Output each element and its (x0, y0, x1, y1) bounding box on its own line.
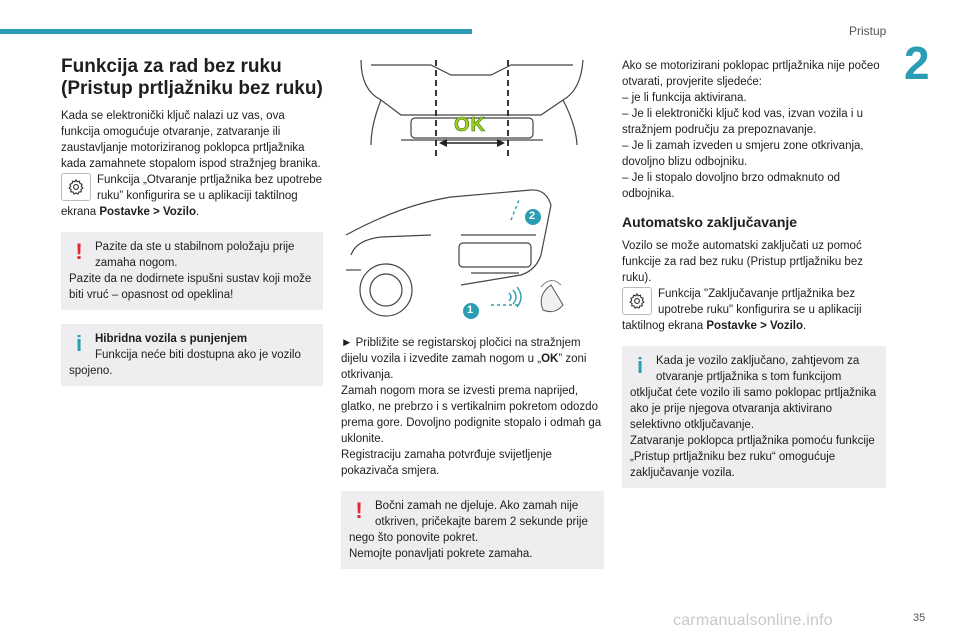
figure-rear-view (341, 40, 604, 165)
warning-icon: ! (355, 498, 363, 523)
settings-note-text: Funkcija „Otvaranje prtljažnika bez upotrebe ruku” konfigurira se u aplikaciji taktilnog ekrana (61, 174, 323, 218)
info2-line-2: Zatvaranje poklopca prtljažnika pomoću funkcije „Pristup prtljažniku bez ruku“ omogućuje zaključavanje vozila. (630, 435, 875, 479)
intro-paragraph: Kada se elektronički ključ nalazi uz vas, ova funkcija omogućuje otvaranje, zatvaranje ili zaustavljanje motoriziranog poklopca prtljažnika kada zamahnete stopalom ispod stražnjeg branika. (61, 110, 321, 170)
warning-box-2 (341, 491, 604, 569)
column-2 (341, 40, 604, 579)
auto-lock-heading: Automatsko zaključavanje (622, 214, 798, 230)
auto-lock-paragraph: Vozilo se može automatski zaključati uz pomoć funkcije za rad bez ruku (Pristup prtljažniku bez ruku). (622, 240, 863, 284)
figure-side-view (341, 175, 604, 325)
settings-note-2: Funkcija "Zaključavanje prtljažnika bez upotrebe ruku" konfigurira se u aplikaciji taktilnog ekrana Postavke > Vozilo. (622, 288, 862, 332)
check-item-4: – Je li stopalo dovoljno brzo odmaknuto od odbojnika. (622, 172, 841, 200)
chapter-number: 2 (904, 37, 930, 89)
check-item-1: – je li funkcija aktivirana. (622, 92, 747, 104)
info2-line-1: Kada je vozilo zaključano, zahtjevom za otvaranje prtljažnika s tom funkcijom otključat ćete vozilo ili samo poklopac prtljažnika ako je prije njegova otvaranja aktivirano selektivno otključavanje. (630, 355, 877, 431)
marker-1: 1 (467, 304, 474, 316)
warning-icon: ! (75, 239, 83, 264)
warning2-line-1: Bočni zamah ne djeluje. Ako zamah nije otkriven, pričekajte barem 2 sekunde prije nego što ponovite pokret. (349, 500, 588, 544)
settings-path-2: Postavke > Vozilo (706, 320, 804, 332)
header-accent-bar (0, 29, 472, 34)
ok-zone-label: OK (454, 114, 486, 136)
settings-path: Postavke > Vozilo (99, 206, 196, 218)
info-text: Funkcija neće biti dostupna ako je vozilo spojeno. (69, 349, 301, 377)
settings-note: Funkcija „Otvaranje prtljažnika bez upotrebe ruku” konfigurira se u aplikaciji taktilnog ekrana Postavke > Vozilo. (61, 174, 323, 218)
info-box-2 (622, 346, 886, 488)
instruction-pre: ► Približite se registarskoj pločici na stražnjem dijelu vozila i izvedite zamah nogom u „ (341, 337, 581, 365)
watermark: carmanualsonline.info (673, 612, 833, 629)
info-icon: i (636, 353, 644, 378)
info-box (61, 324, 323, 386)
marker-2: 2 (529, 210, 536, 222)
info-icon: i (75, 331, 83, 356)
page-title: Funkcija za rad bez ruku (Pristup prtljažniku bez ruku) (61, 56, 323, 99)
column-1 (61, 56, 323, 396)
motion-paragraph: Zamah nogom mora se izvesti prema naprijed, glatko, ne prebrzo i s vertikalnim pokretom odozdo prema gore. Dovoljno podignite stopalo i odmah ga uklonite. (341, 385, 602, 445)
instruction-ok: OK (541, 353, 559, 365)
check-item-3: – Je li zamah izveden u smjeru zone otkrivanja, dovoljno blizu odbojniku. (622, 140, 864, 168)
section-name: Pristup (849, 24, 887, 38)
warning-line-2: Pazite da ne dodirnete ispušni sustav koji može biti vruć – opasnost od opeklina! (69, 273, 312, 301)
warning-box (61, 232, 323, 310)
settings-note-2-text: Funkcija "Zaključavanje prtljažnika bez upotrebe ruku" konfigurira se u aplikaciji taktilnog ekrana (622, 288, 862, 332)
warning2-line-2: Nemojte ponavljati pokrete zamaha. (349, 548, 533, 560)
confirm-paragraph: Registraciju zamaha potvrđuje svijetljenje pokazivača smjera. (341, 449, 552, 477)
page-number: 35 (913, 612, 926, 624)
instruction-post: ” zoni otkrivanja. (341, 353, 587, 381)
instruction-paragraph (341, 335, 604, 383)
check-item-2: – Je li elektronički ključ kod vas, izvan vozila i u stražnjem području za prepoznavanje. (622, 108, 863, 136)
gear-icon (622, 287, 652, 315)
info-title: Hibridna vozila s punjenjem (95, 333, 248, 345)
check-intro: Ako se motorizirani poklopac prtljažnika nije počeo otvarati, provjerite sljedeće: (622, 60, 880, 88)
warning-line-1: Pazite da ste u stabilnom položaju prije zamaha nogom. (95, 241, 295, 269)
gear-icon (61, 173, 91, 201)
column-3 (622, 58, 886, 498)
